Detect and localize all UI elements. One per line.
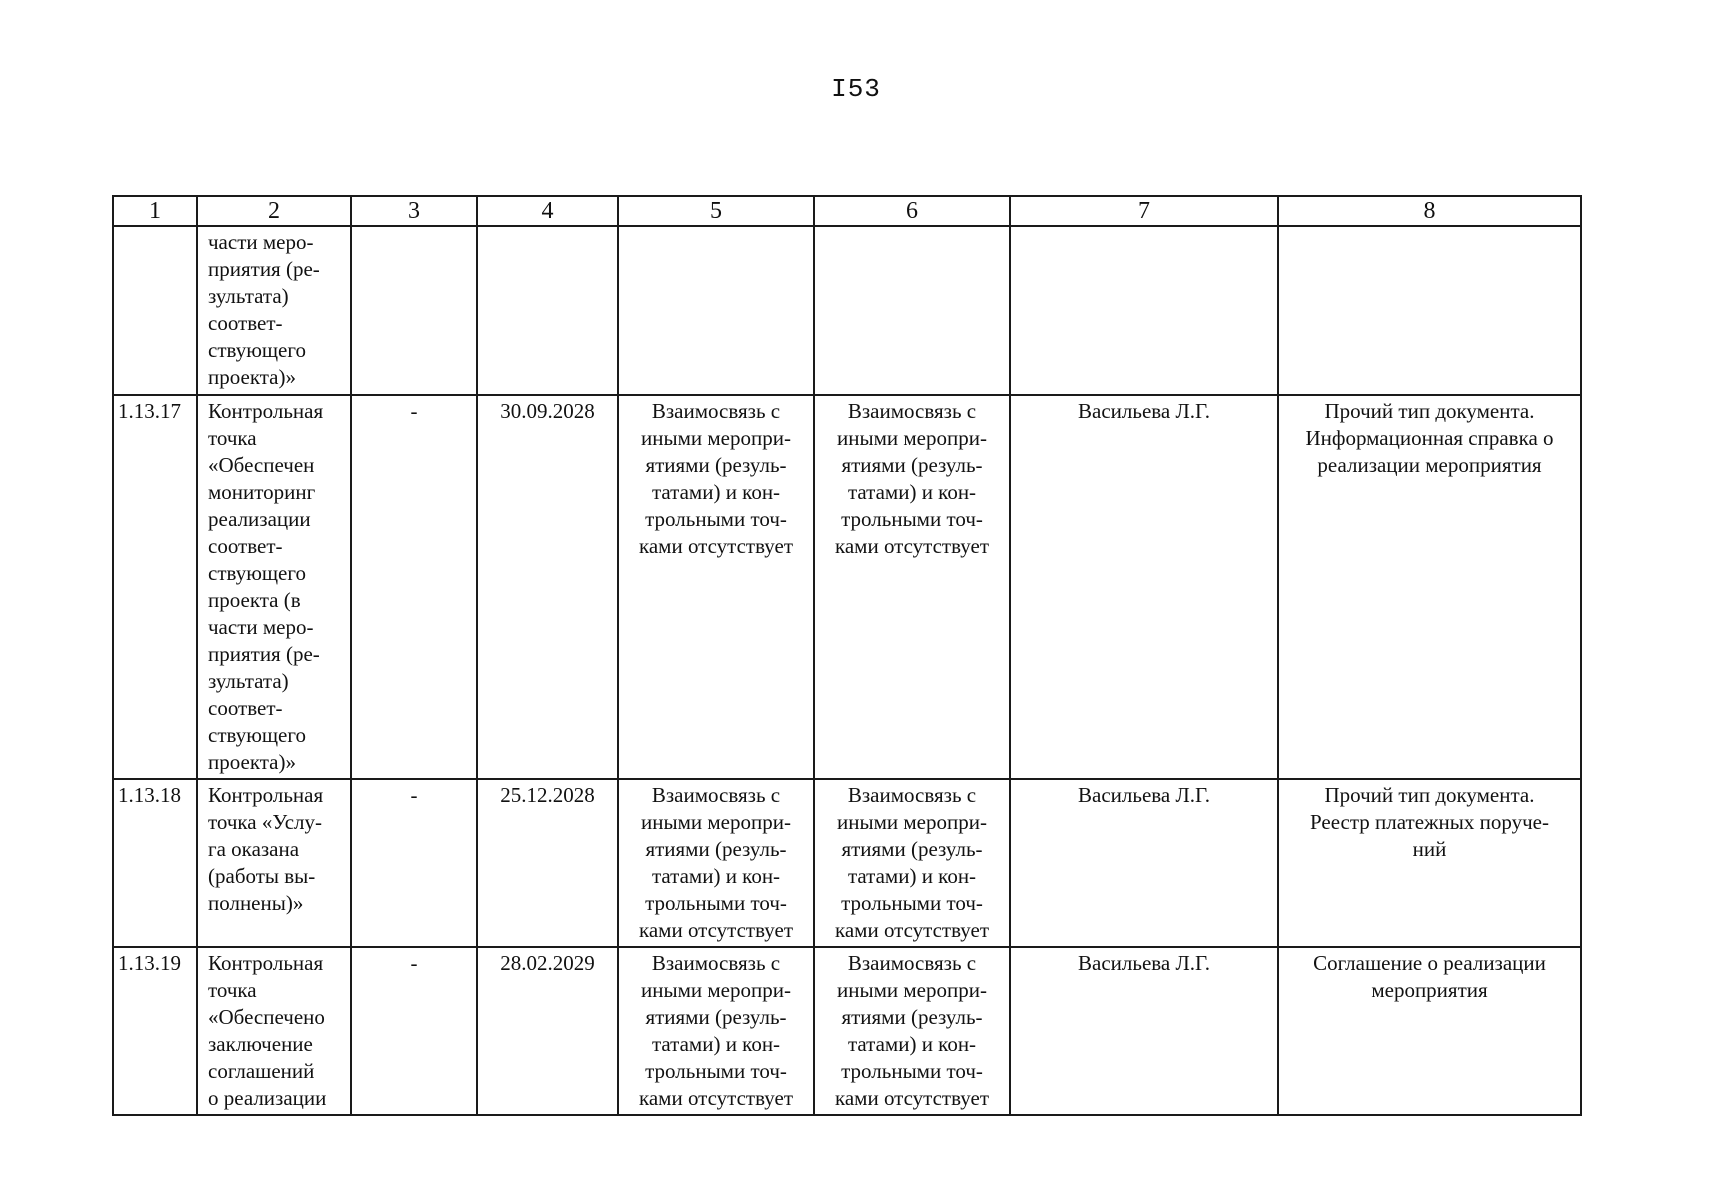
col-header-3: 3 [351, 196, 477, 226]
due-date: 25.12.2028 [477, 779, 618, 947]
event-name: Контрольная точка «Обеспечен мониторинг реализации соответ- ствующего проекта (в части меро- приятия (ре- зультата) соответ- ствующего проекта)» [197, 395, 351, 779]
document-type [1278, 226, 1581, 395]
page-number: I53 [831, 74, 881, 104]
control-points-table [112, 195, 1582, 1116]
base-value: - [351, 395, 477, 779]
col-header-6: 6 [814, 196, 1010, 226]
predecessor-link [618, 226, 814, 395]
predecessor-link: Взаимосвязь с иными меропри- ятиями (резуль- татами) и кон- трольными точ- ками отсутствует [618, 779, 814, 947]
col-header-2: 2 [197, 196, 351, 226]
base-value: - [351, 779, 477, 947]
predecessor-link: Взаимосвязь с иными меропри- ятиями (резуль- татами) и кон- трольными точ- ками отсутствует [618, 395, 814, 779]
responsible-person: Васильева Л.Г. [1010, 779, 1278, 947]
document-type: Прочий тип документа. Реестр платежных поруче- ний [1278, 779, 1581, 947]
col-header-7: 7 [1010, 196, 1278, 226]
event-name: части меро- приятия (ре- зультата) соответ- ствующего проекта)» [197, 226, 351, 395]
table-row [113, 947, 1581, 1115]
row-number [113, 226, 197, 395]
document-type: Прочий тип документа. Информационная справка о реализации мероприятия [1278, 395, 1581, 779]
successor-link: Взаимосвязь с иными меропри- ятиями (резуль- татами) и кон- трольными точ- ками отсутствует [814, 395, 1010, 779]
row-number: 1.13.19 [113, 947, 197, 1115]
base-value: - [351, 947, 477, 1115]
event-name: Контрольная точка «Услу- га оказана (работы вы- полнены)» [197, 779, 351, 947]
table-row [113, 226, 1581, 395]
event-name: Контрольная точка «Обеспечено заключение соглашений о реализации [197, 947, 351, 1115]
successor-link: Взаимосвязь с иными меропри- ятиями (резуль- татами) и кон- трольными точ- ками отсутствует [814, 779, 1010, 947]
col-header-4: 4 [477, 196, 618, 226]
col-header-5: 5 [618, 196, 814, 226]
responsible-person: Васильева Л.Г. [1010, 395, 1278, 779]
successor-link [814, 226, 1010, 395]
col-header-8: 8 [1278, 196, 1581, 226]
responsible-person [1010, 226, 1278, 395]
row-number: 1.13.17 [113, 395, 197, 779]
table-row [113, 779, 1581, 947]
col-header-1: 1 [113, 196, 197, 226]
due-date: 28.02.2029 [477, 947, 618, 1115]
table-row [113, 395, 1581, 779]
predecessor-link: Взаимосвязь с иными меропри- ятиями (резуль- татами) и кон- трольными точ- ками отсутствует [618, 947, 814, 1115]
document-type: Соглашение о реализации мероприятия [1278, 947, 1581, 1115]
successor-link: Взаимосвязь с иными меропри- ятиями (резуль- татами) и кон- трольными точ- ками отсутствует [814, 947, 1010, 1115]
due-date [477, 226, 618, 395]
due-date: 30.09.2028 [477, 395, 618, 779]
responsible-person: Васильева Л.Г. [1010, 947, 1278, 1115]
header-row [113, 196, 1581, 226]
base-value [351, 226, 477, 395]
row-number: 1.13.18 [113, 779, 197, 947]
